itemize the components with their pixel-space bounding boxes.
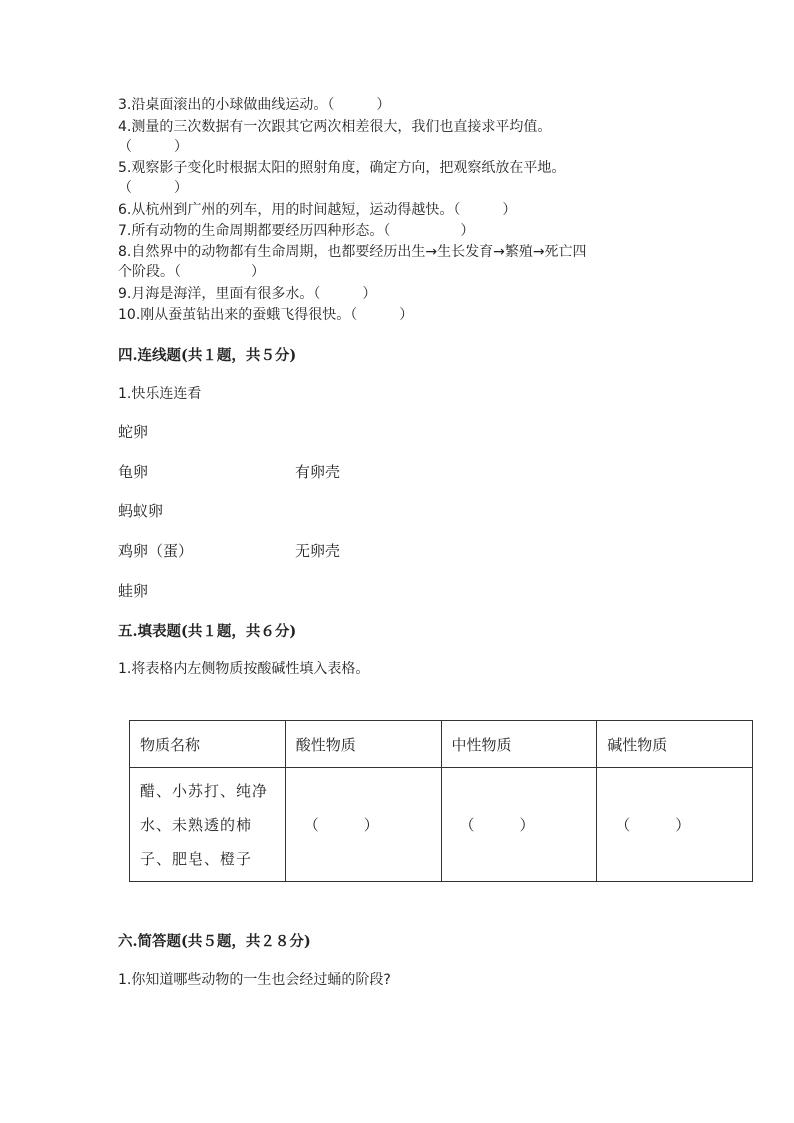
section5-question: 1.将表格内左侧物质按酸碱性填入表格。 (118, 661, 370, 677)
match-right-1: 有卵壳 (295, 463, 341, 481)
judge-item-5: 5.观察影子变化时根据太阳的照射角度，确定方向，把观察纸放在平地。 (118, 160, 566, 176)
match-left-4: 鸡卵（蛋） (118, 542, 194, 560)
judge-item-5-blank: （ ） (118, 180, 188, 196)
basic-answer-cell[interactable]: （ ） (597, 768, 753, 882)
table-header-row (130, 721, 753, 768)
header-acidic: 酸性物质 (285, 721, 441, 768)
match-left-2: 龟卵 (118, 463, 149, 481)
section4-heading: 四.连线题(共１题，共５分) (118, 347, 297, 364)
match-left-1: 蛇卵 (118, 423, 149, 441)
match-left-3: 蚂蚁卵 (118, 502, 164, 520)
section5-heading: 五.填表题(共１题，共６分) (118, 623, 297, 640)
judge-item-8-cont: 个阶段。（ ） (118, 264, 265, 280)
section6-question: 1.你知道哪些动物的一生也会经过蛹的阶段? (118, 972, 391, 988)
judge-item-3: 3.沿桌面滚出的小球做曲线运动。（ ） (118, 97, 391, 113)
substances-line-1: 醋、小苏打、纯净 (140, 781, 269, 800)
judge-item-7: 7.所有动物的生命周期都要经历四种形态。（ ） (118, 223, 475, 239)
judge-item-10: 10.刚从蚕茧钻出来的蚕蛾飞得很快。（ ） (118, 307, 414, 323)
judge-item-4-blank: （ ） (118, 139, 188, 155)
judge-item-8: 8.自然界中的动物都有生命周期，也都要经历出生→生长发育→繁殖→死亡四 (118, 244, 587, 260)
match-left-5: 蛙卵 (118, 582, 149, 600)
judge-item-4: 4.测量的三次数据有一次跟其它两次相差很大，我们也直接求平均值。 (118, 119, 552, 135)
header-substance-name: 物质名称 (130, 721, 286, 768)
section4-question: 1.快乐连连看 (118, 386, 202, 402)
substances-line-2: 水、未熟透的柿 (140, 815, 253, 834)
match-right-2: 无卵壳 (295, 542, 341, 560)
section6-heading: 六.简答题(共５题，共２８分) (118, 933, 311, 950)
header-basic: 碱性物质 (597, 721, 753, 768)
substances-line-3: 子、肥皂、橙子 (140, 849, 253, 868)
neutral-answer-cell[interactable]: （ ） (441, 768, 597, 882)
table-row (130, 768, 753, 882)
judge-item-9: 9.月海是海洋，里面有很多水。（ ） (118, 286, 377, 302)
header-neutral: 中性物质 (441, 721, 597, 768)
substances-cell (130, 768, 286, 882)
acidic-answer-cell[interactable]: （ ） (285, 768, 441, 882)
judge-item-6: 6.从杭州到广州的列车，用的时间越短，运动得越快。（ ） (118, 202, 517, 218)
acid-base-table (129, 720, 753, 882)
